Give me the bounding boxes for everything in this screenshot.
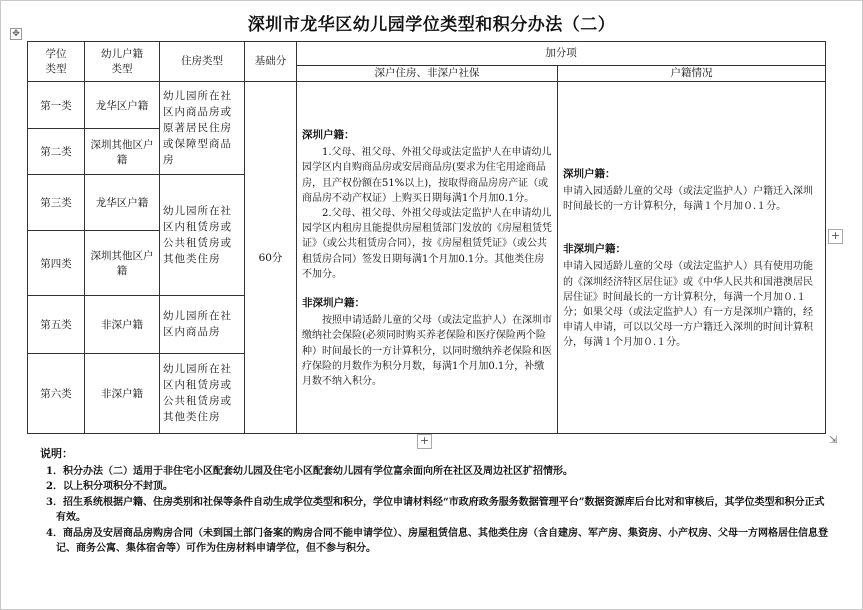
bonus-housing-cell bbox=[297, 82, 558, 434]
housing-cell-1-2: 幼儿园所在社区内商品房或原著居民住房或保障型商品房 bbox=[160, 82, 245, 175]
row-type-3: 第三类 bbox=[28, 175, 85, 231]
row-hukou-6: 非深户籍 bbox=[85, 353, 160, 433]
bonus-housing-sz-title: 深圳户籍： bbox=[302, 128, 355, 141]
notes-heading: 说明： bbox=[40, 447, 73, 460]
bonus-hukou-sz-title: 深圳户籍： bbox=[563, 167, 616, 180]
base-score-cell: 60分 bbox=[245, 82, 297, 434]
bonus-housing-nsz-p1: 按照申请适龄儿童的父母（或法定监护人）在深圳市缴纳社会保险(必须同时购买养老保险和医疗保险两个险种）时间最长的一方计算积分，以同时缴纳养老保险和医疗保险的月数作为积分月数，每满1个月加0.1分，补缴月数不纳入积分。 bbox=[302, 315, 552, 387]
header-hukou-type bbox=[85, 42, 160, 82]
housing-cell-6: 幼儿园所在社区内租赁房或公共租赁房或其他类住房 bbox=[160, 353, 245, 433]
row-hukou-2: 深圳其他区户籍 bbox=[85, 129, 160, 175]
header-hukou-type-label: 幼儿户籍 类型 bbox=[101, 47, 143, 75]
housing-cell-3-4: 幼儿园所在社区内租赁房或公共租赁房或其他类住房 bbox=[160, 175, 245, 295]
header-bonus: 加分项 bbox=[297, 42, 826, 66]
bonus-hukou-cell bbox=[558, 82, 826, 434]
table-move-handle-icon[interactable]: ✥ bbox=[10, 28, 22, 40]
header-housing-type: 住房类型 bbox=[160, 42, 245, 82]
table-resize-icon[interactable]: ⇲ bbox=[829, 435, 838, 446]
row-hukou-4: 深圳其他区户籍 bbox=[85, 231, 160, 295]
row-type-5: 第五类 bbox=[28, 295, 85, 353]
page-title: 深圳市龙华区幼儿园学位类型和积分办法（二） bbox=[247, 15, 616, 35]
bonus-housing-sz-p1: 1.父母、祖父母、外祖父母或法定监护人在申请幼儿园学区内自购商品房或安居商品房(要求为住宅用途商品房，且产权份额在51%以上)，按取得商品房房产证（或商品房不动产权证）上购买日期每满1个月加0.1分。 bbox=[302, 147, 552, 204]
row-hukou-3: 龙华区户籍 bbox=[85, 175, 160, 231]
notes-section bbox=[40, 446, 830, 557]
header-bonus-housing: 深户住房、非深户社保 bbox=[297, 66, 558, 82]
row-type-2: 第二类 bbox=[28, 129, 85, 175]
note-item-2: 2．以上积分项积分不封顶。 bbox=[46, 481, 173, 492]
bonus-hukou-nsz-p1: 申请入园适龄儿童的父母（或法定监护人）具有使用功能的《深圳经济特区居住证》或《中华人民共和国港澳居民居住证》时间最长的一方计算积分，每满一个月加０.１分；如果父母（或法定监护人）有一方是深圳户籍的，经申请人申请，可以以父母一方户籍迁入深圳的时间计算积分，每满１个月加０.１分。 bbox=[563, 261, 813, 349]
row-type-1: 第一类 bbox=[28, 82, 85, 129]
row-type-4: 第四类 bbox=[28, 231, 85, 295]
row-hukou-5: 非深户籍 bbox=[85, 295, 160, 353]
housing-cell-5: 幼儿园所在社区内商品房 bbox=[160, 295, 245, 353]
bonus-housing-nsz-title: 非深圳户籍： bbox=[302, 296, 365, 309]
header-bonus-hukou: 户籍情况 bbox=[558, 66, 826, 82]
bonus-hukou-nsz-title: 非深圳户籍： bbox=[563, 243, 626, 256]
row-type-6: 第六类 bbox=[28, 353, 85, 433]
note-item-4: 4．商品房及安居商品房购房合同（未到国土部门备案的购房合同不能申请学位）、房屋租赁信息、其他类住房（含自建房、军产房、集资房、小产权房、父母一方网格居住信息登记、商务公寓、集体宿舍等）可作为住房材料申请学位，但不参与积分。 bbox=[46, 527, 828, 554]
bonus-hukou-sz-p1: 申请入园适龄儿童的父母（或法定监护人）户籍迁入深圳时间最长的一方计算积分，每满１个月加０.１分。 bbox=[563, 185, 813, 212]
header-seat-type-label: 学位 类型 bbox=[45, 47, 67, 75]
header-base-score: 基础分 bbox=[245, 42, 297, 82]
add-column-plus-icon[interactable]: + bbox=[828, 229, 843, 244]
row-hukou-1: 龙华区户籍 bbox=[85, 82, 160, 129]
note-item-3: 3．招生系统根据户籍、住房类别和社保等条件自动生成学位类型和积分，学位申请材料经“市政府政务服务数据管理平台”数据资源库后台比对和审核后，其学位类型和积分正式有效。 bbox=[46, 496, 825, 523]
bonus-housing-sz-p2: 2.父母、祖父母、外祖父母或法定监护人在申请幼儿园学区内租房且能提供房屋租赁部门发放的《房屋租赁凭证》（或公共租赁房合同），按《房屋租赁凭证》（或公共租赁房合同）签发日期每满1个月加0.1分。其他类住房不加分。 bbox=[302, 207, 552, 280]
score-table bbox=[27, 41, 826, 434]
add-row-plus-icon[interactable]: + bbox=[417, 434, 432, 449]
note-item-1: 1．积分办法（二）适用于非住宅小区配套幼儿园及住宅小区配套幼儿园有学位富余面向所在社区及周边社区扩招情形。 bbox=[46, 465, 573, 477]
header-seat-type bbox=[28, 42, 85, 82]
